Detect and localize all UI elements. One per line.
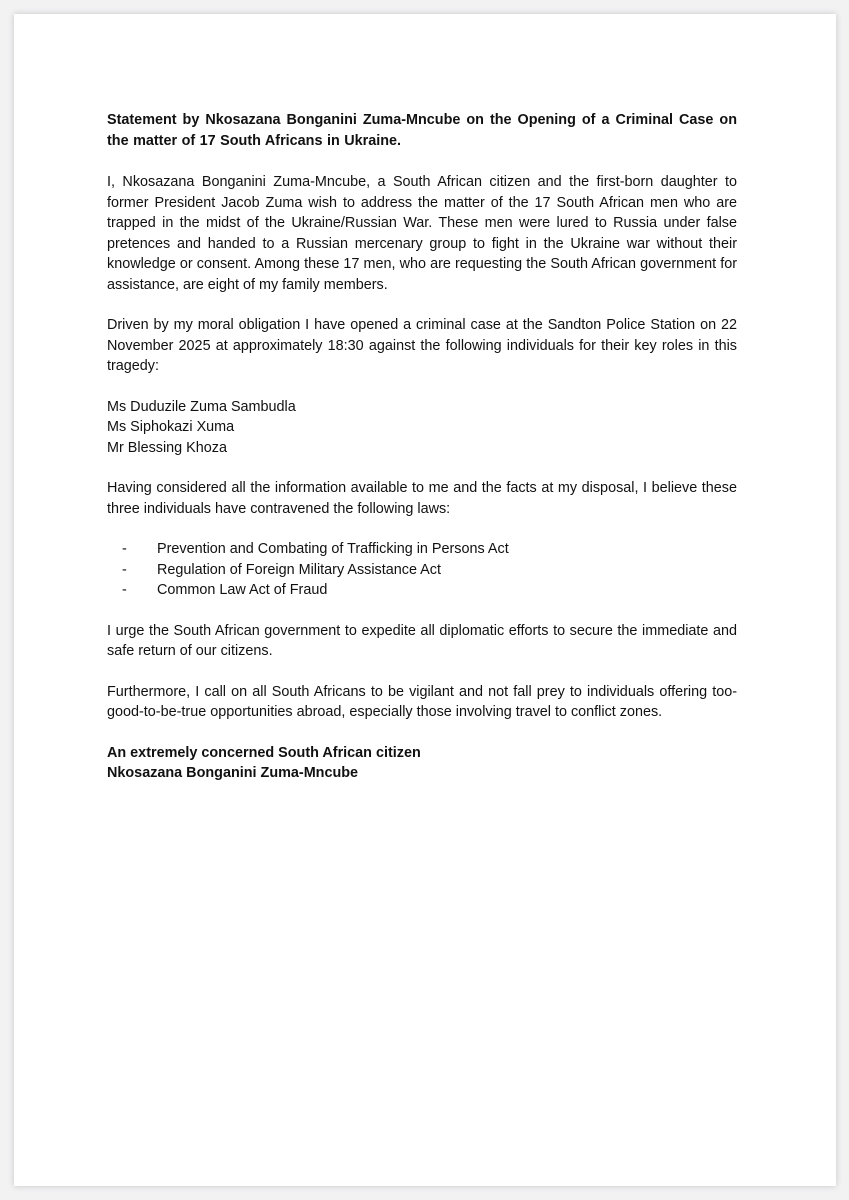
document-body	[107, 110, 737, 784]
accused-individuals-list	[107, 397, 737, 459]
contravened-laws-list	[107, 539, 737, 601]
law-name: Regulation of Foreign Military Assistance Act	[157, 561, 441, 578]
law-name: Common Law Act of Fraud	[157, 582, 328, 598]
accused-individual: Mr Blessing Khoza	[107, 439, 227, 456]
signoff-title: An extremely concerned South African citizen	[107, 744, 421, 761]
accused-individual: Ms Siphokazi Xuma	[107, 419, 235, 435]
signoff-name: Nkosazana Bonganini Zuma-Mncube	[107, 765, 359, 781]
law-list-item	[107, 580, 737, 601]
accused-individual: Ms Duduzile Zuma Sambudla	[107, 398, 296, 415]
bullet-dash: -	[122, 541, 127, 557]
criminal-case-paragraph: Driven by my moral obligation I have opened a criminal case at the Sandton Police Station on 22 November 2025 at approximately 18:30 against the following individuals for their key roles in this tragedy:	[107, 317, 737, 374]
bullet-dash: -	[122, 582, 127, 598]
intro-paragraph: I, Nkosazana Bonganini Zuma-Mncube, a South African citizen and the first-born daughter to former President Jacob Zuma wish to address the matter of the 17 South African men who are trapped in the midst of the Ukraine/Russian War. These men were lured to Russia under false pretences and handed to a Russian mercenary group to fight in the Ukraine war without their knowledge or consent. Among these 17 men, who are requesting the South African government for assistance, are eight of my family members.	[107, 174, 737, 293]
bullet-dash: -	[122, 561, 127, 578]
law-list-item	[107, 560, 737, 581]
laws-intro-paragraph: Having considered all the information available to me and the facts at my disposal, I believe these three individuals have contravened the following laws:	[107, 480, 737, 517]
law-name: Prevention and Combating of Trafficking in Persons Act	[157, 541, 509, 557]
law-list-item	[107, 539, 737, 560]
document-page	[14, 14, 836, 1186]
furthermore-paragraph: Furthermore, I call on all South Africans to be vigilant and not fall prey to individuals offering too-good-to-be-true opportunities abroad, especially those involving travel to conflict zones.	[107, 683, 737, 720]
statement-title: Statement by Nkosazana Bonganini Zuma-Mncube on the Opening of a Criminal Case on the matter of 17 South Africans in Ukraine.	[107, 112, 737, 149]
urge-paragraph: I urge the South African government to expedite all diplomatic efforts to secure the immediate and safe return of our citizens.	[107, 622, 737, 659]
